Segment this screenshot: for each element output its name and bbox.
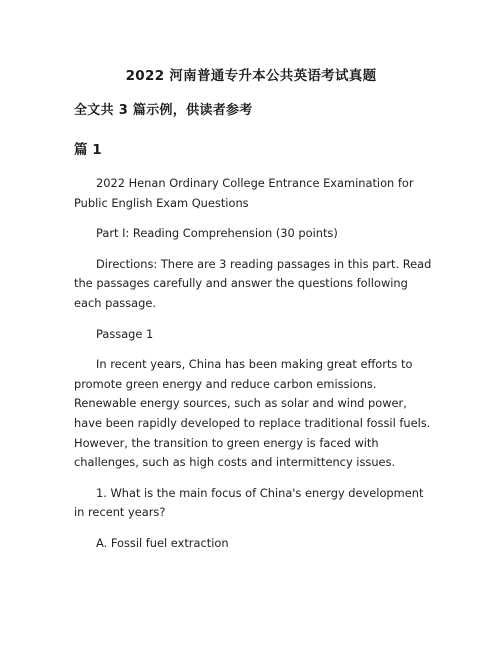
document-title: 2022 河南普通专升本公共英语考试真题 xyxy=(125,68,377,84)
passage-heading: Passage 1 xyxy=(96,326,154,341)
answer-option: A. Fossil fuel extraction xyxy=(96,535,229,550)
document-subtitle: 全文共 3 篇示例，供读者参考 xyxy=(74,103,253,118)
exam-title-paragraph: 2022 Henan Ordinary College Entrance Examination for Public English Exam Questions xyxy=(74,176,414,210)
question-text: 1. What is the main focus of China's energy development in recent years? xyxy=(74,485,424,520)
directions-paragraph: Directions: There are 3 reading passages in this part. Read the passages carefully and answer the questions following each passage. xyxy=(74,256,432,310)
part-heading: Part I: Reading Comprehension (30 points) xyxy=(96,226,338,241)
section-heading: 篇 1 xyxy=(74,142,102,158)
passage-text: In recent years, China has been making great efforts to promote green energy and reduce carbon emissions. Renewable energy sources, such as solar and wind power, have been rapidly developed to replace traditional fossil fuels. However, the transition to green energy is faced with challenges, such as high costs and intermittency issues. xyxy=(74,357,431,470)
document-body xyxy=(74,174,434,565)
